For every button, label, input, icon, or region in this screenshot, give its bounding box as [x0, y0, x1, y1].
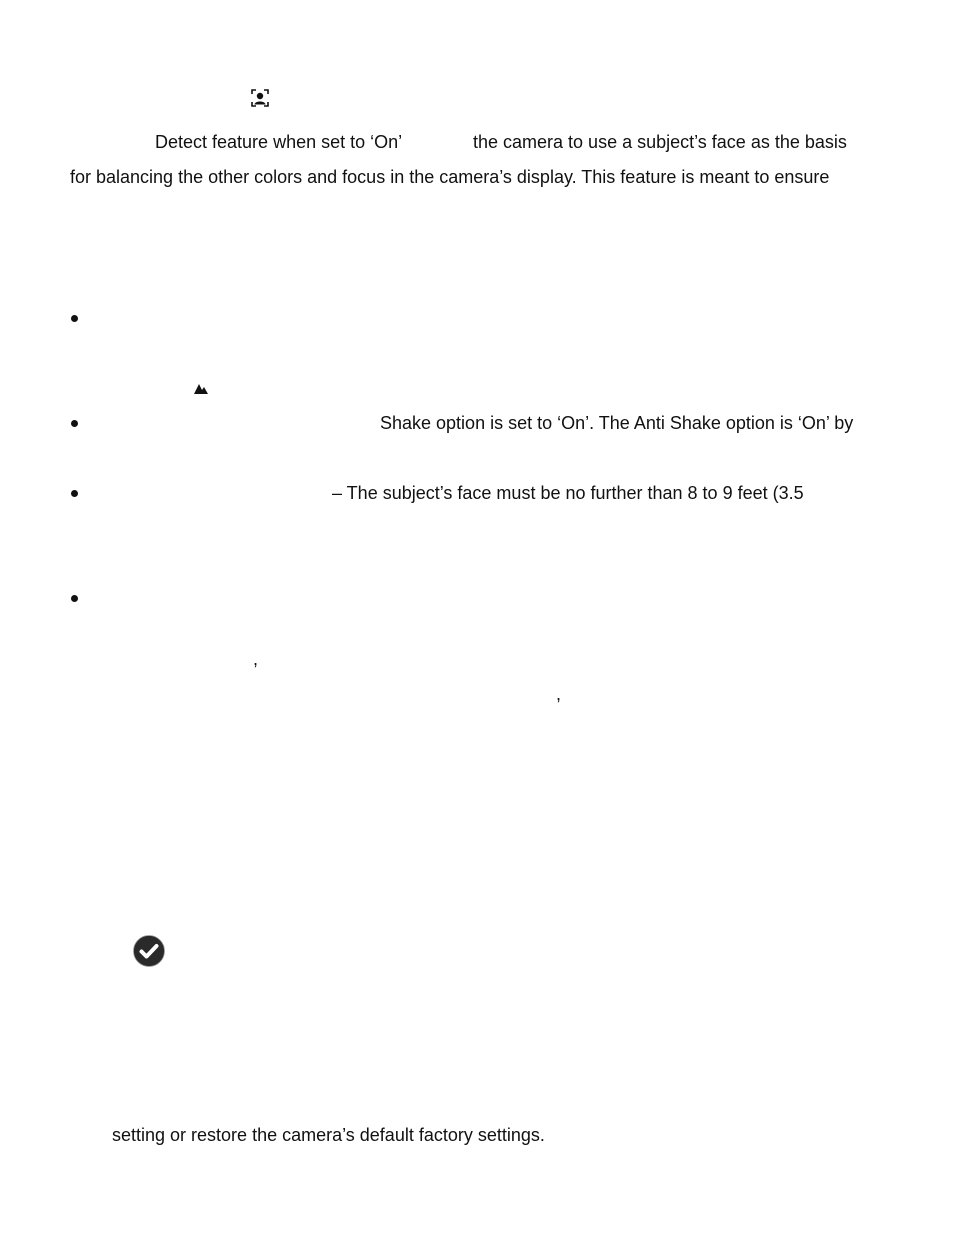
- comma-fragment: ,: [556, 684, 562, 704]
- paragraph-line-1b: the camera to use a subject’s face as the basis: [473, 132, 847, 152]
- footer-text: setting or restore the camera’s default factory settings.: [112, 1125, 545, 1145]
- face-detect-icon: [251, 89, 269, 107]
- paragraph-line-1a: Detect feature when set to ‘On’: [155, 132, 403, 152]
- bullet-marker: [71, 315, 78, 322]
- bullet-3-text: – The subject’s face must be no further than 8 to 9 feet (3.5: [332, 483, 804, 503]
- paragraph-line-2: for balancing the other colors and focus in the camera’s display. This feature is meant to ensure: [70, 167, 830, 187]
- bullet-marker: [71, 595, 78, 602]
- checkmark-icon: [133, 935, 165, 967]
- anti-shake-icon: [193, 379, 209, 393]
- bullet-2-text: Shake option is set to ‘On’. The Anti Shake option is ‘On’ by: [380, 413, 854, 433]
- comma-fragment: ,: [253, 649, 259, 669]
- bullet-marker: [71, 420, 78, 427]
- bullet-marker: [71, 490, 78, 497]
